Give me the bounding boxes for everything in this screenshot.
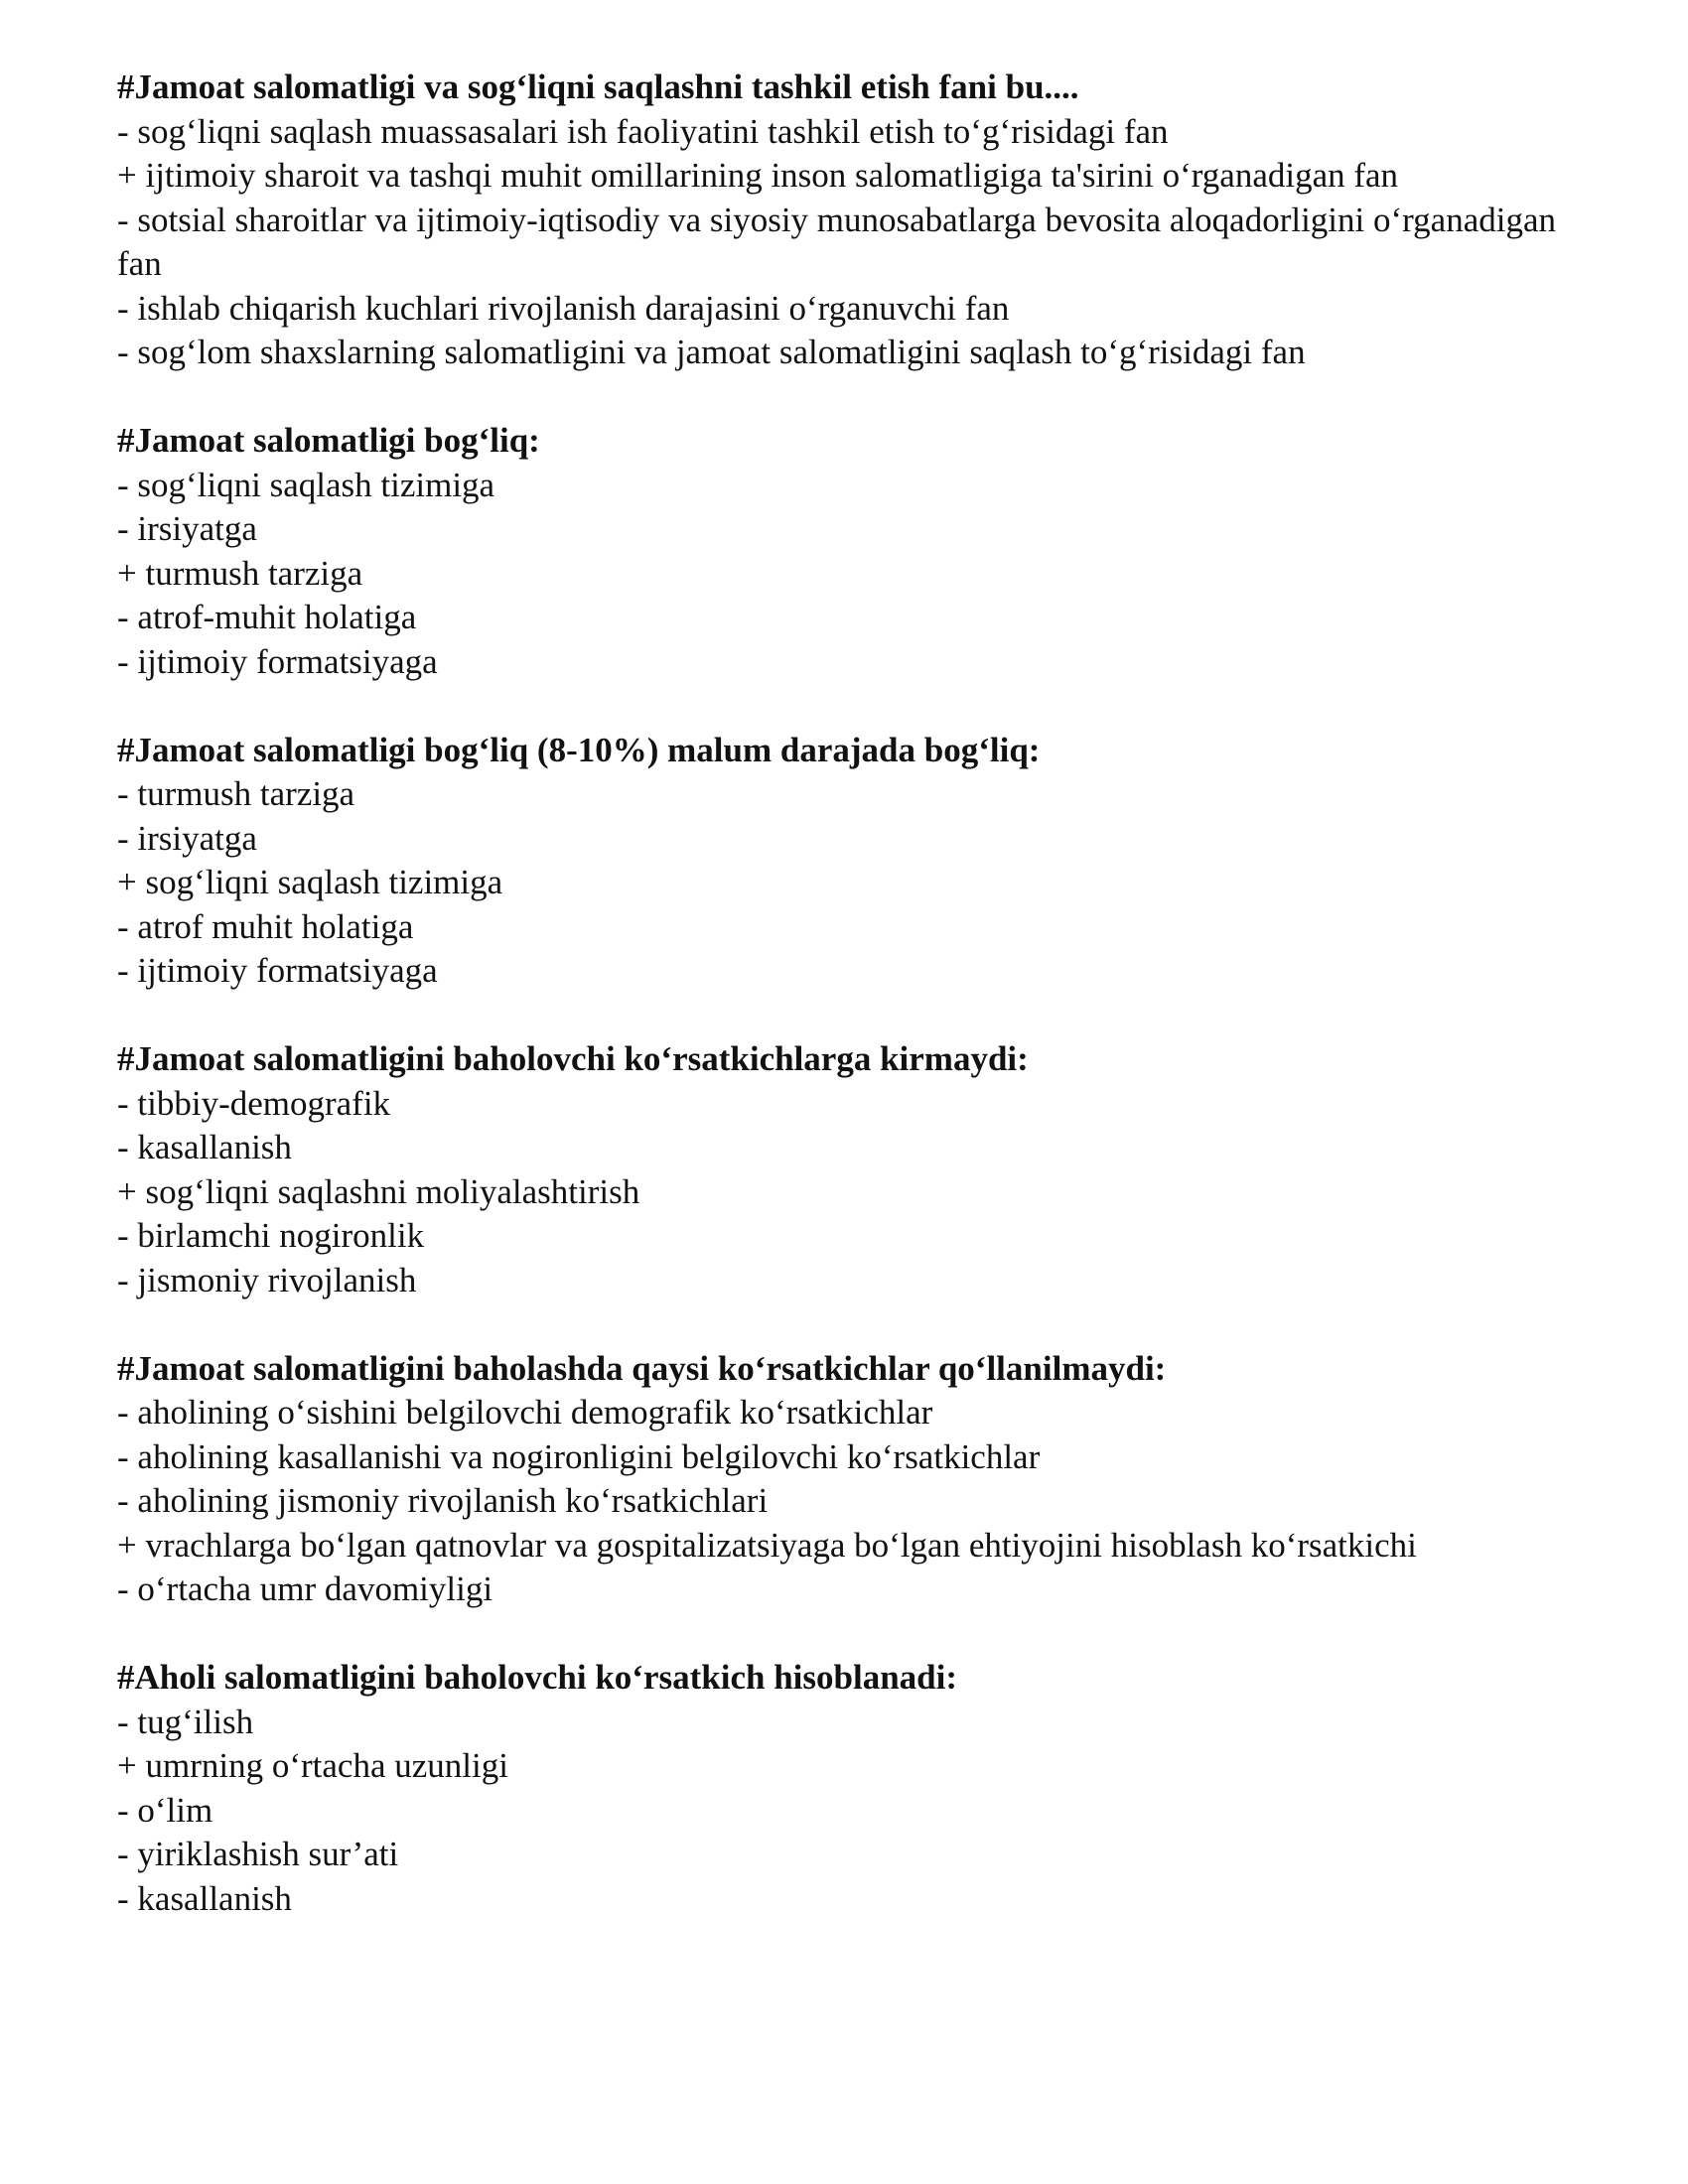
correct-answer-option: + vrachlarga bo‘lgan qatnovlar va gospitalizatsiyaga bo‘lgan ehtiyojini hisoblash ko‘rsatkichi <box>117 1525 1417 1565</box>
answer-option: - irsiyatga <box>117 818 257 858</box>
question-block <box>117 1037 1587 1302</box>
question-title: #Jamoat salomatligini baholovchi ko‘rsatkichlarga kirmaydi: <box>117 1039 1029 1078</box>
correct-answer-option: + turmush tarziga <box>117 553 363 593</box>
answer-option: - turmush tarziga <box>117 774 355 813</box>
question-block <box>117 1656 1587 1921</box>
question-title: #Jamoat salomatligi bog‘liq (8-10%) malum darajada bog‘liq: <box>117 730 1041 769</box>
question-title: #Aholi salomatligini baholovchi ko‘rsatkich hisoblanadi: <box>117 1658 958 1697</box>
answer-list <box>117 772 1587 994</box>
answer-option: - irsiyatga <box>117 509 257 548</box>
question-block <box>117 66 1587 375</box>
answer-option: - atrof muhit holatiga <box>117 906 414 946</box>
correct-answer-option: + ijtimoiy sharoit va tashqi muhit omillarining inson salomatligiga ta'sirini o‘rganadigan fan <box>117 156 1399 195</box>
correct-answer-option: + sog‘liqni saqlashni moliyalashtirish <box>117 1171 640 1211</box>
question-title: #Jamoat salomatligini baholashda qaysi ko‘rsatkichlar qo‘llanilmaydi: <box>117 1348 1167 1388</box>
question-block <box>117 729 1587 994</box>
answer-list <box>117 1082 1587 1303</box>
answer-option: - sotsial sharoitlar va ijtimoiy-iqtisodiy va siyosiy munosabatlarga bevosita aloqadorligini o‘rganadigan fan <box>117 200 1556 283</box>
question-block <box>117 419 1587 684</box>
answer-list <box>117 110 1587 375</box>
answer-option: - o‘rtacha umr davomiyligi <box>117 1570 493 1608</box>
answer-option: - jismoniy rivojlanish <box>117 1260 417 1299</box>
answer-option: - kasallanish <box>117 1128 292 1166</box>
answer-list <box>117 464 1587 685</box>
correct-answer-option: + sog‘liqni saqlash tizimiga <box>117 863 503 901</box>
answer-option: - tug‘ilish <box>117 1702 254 1741</box>
question-block <box>117 1347 1587 1612</box>
question-title: #Jamoat salomatligi bog‘liq: <box>117 421 540 460</box>
answer-option: - sog‘lom shaxslarning salomatligini va jamoat salomatligini saqlash to‘g‘risidagi fan <box>117 333 1306 371</box>
answer-option: - ishlab chiqarish kuchlari rivojlanish darajasini o‘rganuvchi fan <box>117 288 1010 328</box>
answer-option: - sog‘liqni saqlash muassasalari ish faoliyatini tashkil etish to‘g‘risidagi fan <box>117 111 1169 151</box>
answer-option: - kasallanish <box>117 1878 292 1918</box>
answer-option: - aholining kasallanishi va nogironligini belgilovchi ko‘rsatkichlar <box>117 1436 1041 1476</box>
document-page <box>117 66 1587 1966</box>
answer-option: - tibbiy-demografik <box>117 1083 391 1123</box>
question-title: #Jamoat salomatligi va sog‘liqni saqlashni tashkil etish fani bu.... <box>117 68 1079 106</box>
answer-option: - aholining jismoniy rivojlanish ko‘rsatkichlari <box>117 1481 769 1520</box>
answer-list <box>117 1701 1587 1922</box>
answer-option: - aholining o‘sishini belgilovchi demografik ko‘rsatkichlar <box>117 1393 933 1432</box>
answer-option: - o‘lim <box>117 1790 213 1830</box>
answer-list <box>117 1391 1587 1612</box>
answer-option: - yiriklashish sur’ati <box>117 1835 399 1873</box>
answer-option: - ijtimoiy formatsiyaga <box>117 641 438 681</box>
answer-option: - ijtimoiy formatsiyaga <box>117 951 438 990</box>
answer-option: - birlamchi nogironlik <box>117 1216 425 1255</box>
answer-option: - sog‘liqni saqlash tizimiga <box>117 465 495 504</box>
correct-answer-option: + umrning o‘rtacha uzunligi <box>117 1746 508 1785</box>
answer-option: - atrof-muhit holatiga <box>117 598 417 636</box>
